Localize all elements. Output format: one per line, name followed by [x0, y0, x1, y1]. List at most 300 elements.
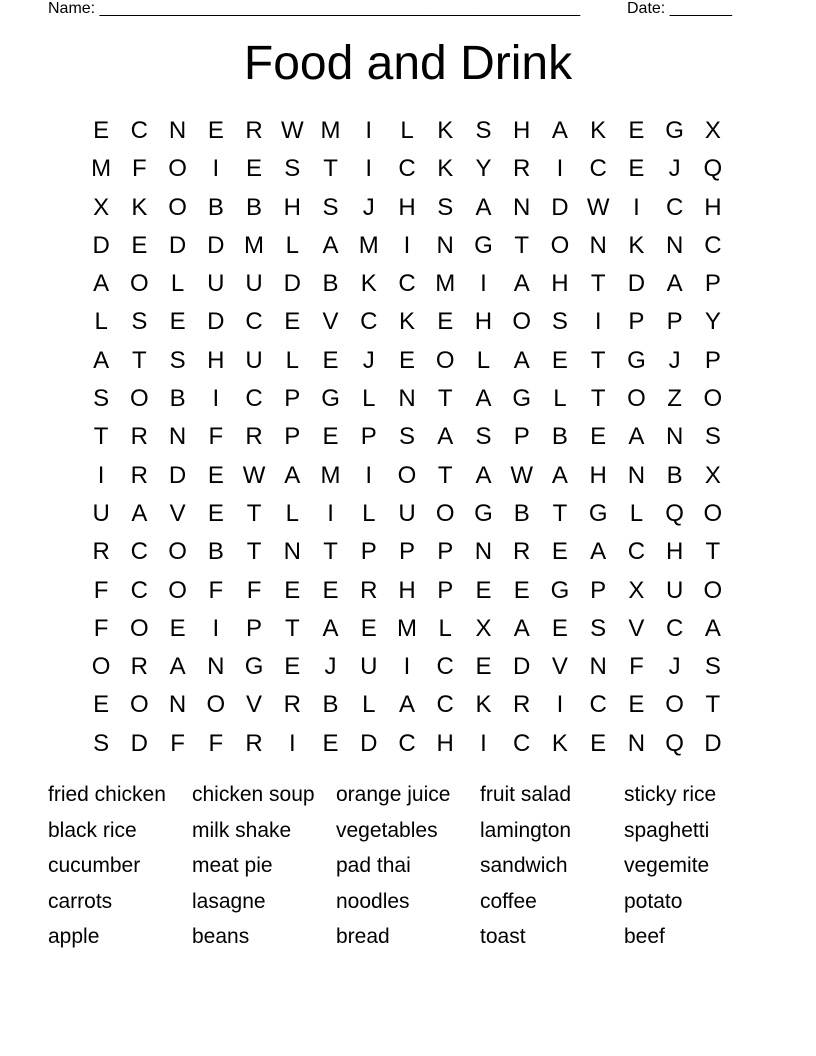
grid-letter[interactable]: I — [97, 461, 105, 489]
grid-letter[interactable]: M — [320, 461, 341, 489]
grid-letter[interactable]: L — [629, 499, 644, 527]
grid-letter[interactable]: D — [360, 729, 378, 757]
grid-letter[interactable]: E — [207, 461, 224, 489]
grid-letter[interactable]: E — [93, 117, 110, 144]
grid-letter[interactable]: I — [556, 155, 564, 183]
grid-letter[interactable]: M — [320, 117, 341, 144]
grid-letter[interactable]: C — [130, 576, 149, 604]
grid-letter[interactable]: E — [551, 614, 568, 642]
grid-letter[interactable]: R — [513, 155, 531, 183]
grid-letter[interactable]: I — [365, 117, 373, 144]
grid-row — [82, 342, 732, 380]
grid-letter[interactable]: C — [360, 308, 378, 336]
grid-letter[interactable]: T — [590, 385, 606, 413]
grid-letter[interactable]: U — [360, 653, 378, 681]
grid-letter[interactable]: D — [207, 231, 225, 259]
grid-letter[interactable]: B — [322, 270, 339, 298]
grid-letter[interactable]: N — [474, 538, 493, 566]
word-list-item: cucumber — [48, 854, 141, 877]
date-field[interactable] — [627, 0, 732, 18]
grid-letter[interactable]: H — [436, 729, 454, 757]
grid-letter[interactable]: P — [704, 270, 721, 298]
grid-letter[interactable]: K — [628, 231, 645, 259]
grid-letter[interactable]: P — [628, 308, 645, 336]
grid-letter[interactable]: T — [552, 499, 568, 527]
grid-letter[interactable]: F — [208, 423, 224, 451]
grid-letter[interactable]: P — [666, 308, 683, 336]
grid-letter[interactable]: H — [665, 538, 684, 566]
grid-letter[interactable]: S — [704, 653, 721, 681]
grid-letter[interactable]: P — [704, 346, 721, 374]
grid-letter[interactable]: K — [437, 155, 454, 183]
grid-letter[interactable]: C — [245, 385, 263, 413]
grid-letter[interactable]: O — [435, 346, 455, 374]
grid-letter[interactable]: R — [360, 576, 378, 604]
grid-letter[interactable]: O — [665, 691, 684, 719]
grid-letter[interactable]: I — [365, 461, 373, 489]
grid-letter[interactable]: L — [170, 270, 185, 298]
grid-letter[interactable]: W — [586, 193, 610, 221]
grid-letter[interactable]: E — [322, 576, 339, 604]
grid-letter[interactable]: S — [398, 423, 415, 451]
grid-letter[interactable]: E — [360, 614, 377, 642]
grid-letter[interactable]: A — [628, 423, 645, 451]
grid-letter[interactable]: A — [475, 385, 492, 413]
grid-letter[interactable]: S — [169, 346, 186, 374]
grid-letter[interactable]: W — [280, 117, 304, 144]
grid-letter[interactable]: O — [512, 308, 532, 336]
grid-letter[interactable]: G — [474, 499, 493, 527]
grid-letter[interactable]: R — [513, 538, 531, 566]
grid-letter[interactable]: C — [130, 117, 149, 144]
date-label: Date: — [627, 0, 670, 17]
grid-letter[interactable]: I — [633, 193, 640, 221]
grid-letter[interactable]: N — [436, 231, 454, 259]
grid-letter[interactable]: O — [703, 385, 723, 413]
grid-letter[interactable]: E — [551, 346, 568, 374]
grid-letter[interactable]: R — [130, 653, 149, 681]
grid-letter[interactable]: P — [437, 538, 454, 566]
grid-letter[interactable]: V — [246, 691, 263, 719]
grid-letter[interactable]: C — [245, 308, 263, 336]
grid-letter[interactable]: O — [168, 576, 187, 604]
grid-letter[interactable]: I — [556, 691, 564, 719]
grid-letter[interactable]: M — [396, 614, 417, 642]
name-field[interactable] — [48, 0, 580, 18]
grid-letter[interactable]: O — [130, 691, 149, 719]
grid-letter[interactable]: G — [512, 385, 532, 413]
grid-letter[interactable]: N — [627, 729, 646, 757]
grid-letter[interactable]: T — [323, 538, 338, 566]
grid-letter[interactable]: P — [360, 423, 377, 451]
grid-letter[interactable]: Q — [665, 729, 684, 757]
grid-letter[interactable]: A — [475, 193, 492, 221]
grid-letter[interactable]: A — [666, 270, 683, 298]
grid-letter[interactable]: T — [705, 691, 721, 719]
grid-letter[interactable]: D — [168, 231, 187, 259]
grid-letter[interactable]: U — [398, 499, 416, 527]
grid-letter[interactable]: H — [283, 193, 301, 221]
grid-letter[interactable]: N — [398, 385, 416, 413]
grid-letter[interactable]: J — [668, 346, 681, 374]
grid-letter[interactable]: C — [398, 270, 416, 298]
grid-letter[interactable]: D — [513, 653, 531, 681]
grid-letter[interactable]: F — [208, 576, 224, 604]
grid-letter[interactable]: A — [513, 614, 530, 642]
grid-letter[interactable]: A — [322, 614, 339, 642]
grid-letter[interactable]: L — [400, 117, 414, 144]
grid-letter[interactable]: L — [438, 614, 452, 642]
grid-letter[interactable]: O — [168, 193, 187, 221]
grid-letter[interactable]: D — [130, 729, 149, 757]
grid-letter[interactable]: E — [284, 308, 301, 336]
grid-letter[interactable]: H — [474, 308, 493, 336]
grid-letter[interactable]: H — [398, 576, 416, 604]
grid-letter[interactable]: Z — [667, 385, 682, 413]
grid-letter[interactable]: G — [321, 385, 340, 413]
grid-letter[interactable]: C — [513, 729, 531, 757]
grid-letter[interactable]: U — [92, 499, 110, 527]
grid-letter[interactable]: Q — [665, 499, 684, 527]
grid-letter[interactable]: E — [398, 346, 415, 374]
grid-letter[interactable]: Q — [703, 155, 723, 183]
grid-letter[interactable]: V — [322, 308, 339, 336]
grid-letter[interactable]: O — [435, 499, 455, 527]
grid-letter[interactable]: U — [245, 270, 263, 298]
grid-letter[interactable]: T — [590, 346, 606, 374]
grid-letter[interactable]: K — [590, 117, 607, 144]
grid-letter[interactable]: A — [398, 691, 415, 719]
grid-letter[interactable]: S — [131, 308, 148, 336]
grid-letter[interactable]: N — [589, 653, 607, 681]
grid-letter[interactable]: T — [437, 385, 453, 413]
grid-letter[interactable]: A — [322, 231, 339, 259]
grid-letter[interactable]: P — [284, 385, 301, 413]
grid-letter[interactable]: A — [704, 614, 721, 642]
grid-letter[interactable]: R — [92, 538, 110, 566]
grid-letter[interactable]: J — [668, 653, 681, 681]
grid-letter[interactable]: W — [242, 461, 266, 489]
grid-letter[interactable]: E — [628, 117, 645, 144]
grid-letter[interactable]: P — [590, 576, 607, 604]
grid-letter[interactable]: G — [588, 499, 608, 527]
grid-letter[interactable]: S — [475, 117, 492, 144]
grid-letter[interactable]: E — [207, 499, 224, 527]
grid-letter[interactable]: O — [550, 231, 570, 259]
grid-letter[interactable]: U — [245, 346, 263, 374]
grid-letter[interactable]: X — [704, 117, 721, 144]
grid-letter[interactable]: T — [437, 461, 453, 489]
grid-letter[interactable]: S — [590, 614, 607, 642]
grid-letter[interactable]: N — [665, 423, 684, 451]
grid-letter[interactable]: P — [398, 538, 415, 566]
grid-letter[interactable]: R — [130, 423, 149, 451]
grid-letter[interactable]: A — [513, 346, 530, 374]
grid-letter[interactable]: H — [704, 193, 722, 221]
grid-letter[interactable]: C — [398, 729, 416, 757]
grid-letter[interactable]: F — [629, 653, 644, 681]
grid-letter[interactable]: K — [475, 691, 492, 719]
grid-letter[interactable]: I — [403, 231, 411, 259]
grid-letter[interactable]: A — [93, 346, 110, 374]
grid-letter[interactable]: F — [93, 614, 109, 642]
grid-letter[interactable]: N — [168, 117, 187, 144]
grid-letter[interactable]: I — [365, 155, 373, 183]
grid-letter[interactable]: R — [283, 691, 301, 719]
grid-letter[interactable]: N — [168, 691, 187, 719]
grid-letter[interactable]: K — [131, 193, 148, 221]
grid-letter[interactable]: Y — [475, 155, 492, 183]
grid-letter[interactable]: M — [435, 270, 456, 298]
grid-letter[interactable]: F — [246, 576, 262, 604]
grid-letter[interactable]: R — [245, 423, 263, 451]
grid-letter[interactable]: N — [283, 538, 301, 566]
grid-letter[interactable]: W — [510, 461, 534, 489]
grid-letter[interactable]: A — [513, 270, 530, 298]
grid-letter[interactable]: F — [170, 729, 185, 757]
grid-letter[interactable]: E — [284, 653, 301, 681]
grid-letter[interactable]: O — [91, 653, 111, 681]
grid-letter[interactable]: E — [207, 117, 224, 144]
grid-row — [82, 610, 732, 648]
grid-letter[interactable]: E — [475, 576, 492, 604]
grid-letter[interactable]: E — [437, 308, 454, 336]
grid-letter[interactable]: M — [358, 231, 379, 259]
grid-letter[interactable]: D — [551, 193, 569, 221]
grid-letter[interactable]: N — [168, 423, 187, 451]
grid-letter[interactable]: E — [551, 538, 568, 566]
grid-letter[interactable]: B — [207, 193, 224, 221]
grid-letter[interactable]: T — [323, 155, 338, 183]
grid-letter[interactable]: C — [665, 193, 684, 221]
grid-letter[interactable]: A — [590, 538, 607, 566]
grid-letter[interactable]: A — [551, 117, 568, 144]
grid-letter[interactable]: G — [474, 231, 493, 259]
grid-letter[interactable]: T — [590, 270, 606, 298]
grid-letter[interactable]: E — [169, 614, 186, 642]
grid-letter[interactable]: E — [590, 729, 607, 757]
grid-letter[interactable]: A — [131, 499, 148, 527]
grid-letter[interactable]: A — [551, 461, 568, 489]
grid-letter[interactable]: A — [93, 270, 110, 298]
grid-letter[interactable]: E — [628, 155, 645, 183]
grid-letter[interactable]: H — [207, 346, 225, 374]
grid-letter[interactable]: C — [589, 691, 607, 719]
grid-letter[interactable]: T — [284, 614, 300, 642]
grid-letter[interactable]: E — [322, 729, 339, 757]
grid-letter[interactable]: N — [589, 231, 607, 259]
grid-letter[interactable]: F — [132, 155, 147, 183]
grid-letter[interactable]: O — [397, 461, 417, 489]
grid-letter[interactable]: I — [594, 308, 602, 336]
grid-letter[interactable]: A — [284, 461, 301, 489]
grid-letter[interactable]: O — [168, 538, 187, 566]
grid-letter[interactable]: E — [284, 576, 301, 604]
grid-letter[interactable]: C — [627, 538, 646, 566]
grid-letter[interactable]: O — [130, 614, 149, 642]
grid-letter[interactable]: T — [93, 423, 109, 451]
grid-letter[interactable]: V — [628, 614, 645, 642]
grid-letter[interactable]: O — [703, 576, 723, 604]
grid-letter[interactable]: F — [208, 729, 224, 757]
grid-letter[interactable]: X — [475, 614, 492, 642]
grid-letter[interactable]: P — [246, 614, 263, 642]
grid-letter[interactable]: K — [437, 117, 454, 144]
grid-letter[interactable]: D — [92, 231, 110, 259]
grid-letter[interactable]: E — [322, 423, 339, 451]
grid-letter[interactable]: H — [398, 193, 416, 221]
grid-letter[interactable]: A — [169, 653, 186, 681]
grid-letter[interactable]: S — [437, 193, 454, 221]
grid-letter[interactable]: I — [212, 385, 220, 413]
grid-letter[interactable]: L — [362, 499, 376, 527]
grid-letter[interactable]: R — [245, 729, 263, 757]
grid-letter[interactable]: S — [93, 385, 110, 413]
grid-letter[interactable]: T — [132, 346, 147, 374]
grid-letter[interactable]: D — [704, 729, 722, 757]
grid-letter[interactable]: O — [168, 155, 187, 183]
grid-letter[interactable]: H — [551, 270, 569, 298]
grid-letter[interactable]: S — [704, 423, 721, 451]
grid-letter[interactable]: L — [285, 499, 299, 527]
grid-letter[interactable]: U — [665, 576, 684, 604]
grid-letter[interactable]: M — [91, 155, 112, 183]
grid-letter[interactable]: G — [627, 346, 646, 374]
grid-letter[interactable]: C — [665, 614, 684, 642]
grid-letter[interactable]: I — [480, 729, 487, 757]
grid-letter[interactable]: B — [246, 193, 263, 221]
grid-letter[interactable]: T — [246, 499, 262, 527]
grid-letter[interactable]: X — [704, 461, 721, 489]
grid-letter[interactable]: K — [398, 308, 415, 336]
grid-letter[interactable]: N — [665, 231, 684, 259]
grid-letter[interactable]: U — [207, 270, 225, 298]
grid-letter[interactable]: V — [169, 499, 186, 527]
grid-letter[interactable]: E — [628, 691, 645, 719]
grid-letter[interactable]: D — [207, 308, 225, 336]
grid-letter[interactable]: L — [362, 691, 376, 719]
grid-letter[interactable]: G — [665, 117, 684, 144]
grid-letter[interactable]: G — [550, 576, 570, 604]
grid-letter[interactable]: B — [322, 691, 339, 719]
grid-letter[interactable]: I — [403, 653, 411, 681]
grid-letter[interactable]: K — [360, 270, 377, 298]
grid-letter[interactable]: S — [551, 308, 568, 336]
grid-letter[interactable]: P — [360, 538, 377, 566]
grid-letter[interactable]: S — [322, 193, 339, 221]
grid-letter[interactable]: C — [436, 653, 454, 681]
grid-letter[interactable]: E — [590, 423, 607, 451]
grid-letter[interactable]: M — [244, 231, 265, 259]
grid-letter[interactable]: R — [130, 461, 149, 489]
grid-letter[interactable]: Y — [704, 308, 721, 336]
grid-letter[interactable]: E — [513, 576, 530, 604]
grid-letter[interactable]: D — [283, 270, 301, 298]
date-blank-line[interactable]: _______ — [669, 0, 732, 17]
grid-letter[interactable]: E — [246, 155, 263, 183]
grid-letter[interactable]: C — [589, 155, 607, 183]
word-list-item: lasagne — [192, 889, 266, 913]
grid-letter[interactable]: S — [475, 423, 492, 451]
grid-letter[interactable]: H — [513, 117, 531, 144]
grid-letter[interactable]: T — [514, 231, 530, 259]
grid-letter[interactable]: E — [93, 691, 110, 719]
grid-letter[interactable]: B — [666, 461, 683, 489]
grid-letter[interactable]: C — [704, 231, 722, 259]
grid-letter[interactable]: O — [627, 385, 646, 413]
name-blank-line[interactable]: ______________________________________________________ — [99, 0, 581, 17]
grid-letter[interactable]: J — [362, 346, 375, 374]
grid-letter[interactable]: L — [553, 385, 567, 413]
grid-letter[interactable]: G — [244, 653, 264, 681]
grid-letter[interactable]: P — [437, 576, 454, 604]
grid-letter[interactable]: I — [288, 729, 296, 757]
grid-letter[interactable]: I — [212, 614, 220, 642]
grid-letter[interactable]: B — [513, 499, 530, 527]
grid-letter[interactable]: L — [362, 385, 376, 413]
grid-letter[interactable]: K — [551, 729, 568, 757]
grid-letter[interactable]: S — [284, 155, 301, 183]
grid-letter[interactable]: E — [169, 308, 186, 336]
grid-letter[interactable]: X — [628, 576, 645, 604]
grid-letter[interactable]: I — [480, 270, 487, 298]
grid-letter[interactable]: I — [212, 155, 220, 183]
grid-letter[interactable]: D — [168, 461, 187, 489]
grid-letter[interactable]: S — [93, 729, 110, 757]
grid-letter[interactable]: D — [627, 270, 646, 298]
grid-letter[interactable]: O — [206, 691, 226, 719]
grid-letter[interactable]: J — [324, 653, 337, 681]
grid-letter[interactable]: P — [513, 423, 530, 451]
grid-letter[interactable]: R — [245, 117, 263, 144]
grid-letter[interactable]: R — [513, 691, 531, 719]
word-list-item: black rice — [48, 818, 137, 842]
grid-letter[interactable]: C — [436, 691, 454, 719]
grid-letter[interactable]: P — [284, 423, 301, 451]
grid-letter[interactable]: L — [94, 308, 108, 336]
grid-letter[interactable]: T — [246, 538, 262, 566]
grid-letter[interactable]: A — [475, 461, 492, 489]
grid-letter[interactable]: L — [285, 346, 299, 374]
grid-letter[interactable]: L — [285, 231, 299, 259]
grid-letter[interactable]: B — [169, 385, 186, 413]
grid-letter[interactable]: N — [207, 653, 225, 681]
grid-letter[interactable]: N — [513, 193, 531, 221]
grid-letter[interactable]: C — [130, 538, 149, 566]
grid-letter[interactable]: O — [703, 499, 723, 527]
grid-letter[interactable]: H — [589, 461, 607, 489]
grid-letter[interactable]: X — [93, 193, 110, 221]
grid-letter[interactable]: J — [668, 155, 681, 183]
grid-letter[interactable]: B — [207, 538, 224, 566]
grid-letter[interactable]: T — [705, 538, 721, 566]
grid-letter[interactable]: L — [476, 346, 491, 374]
grid-letter[interactable]: C — [398, 155, 416, 183]
grid-letter[interactable]: N — [627, 461, 646, 489]
grid-letter[interactable]: J — [362, 193, 375, 221]
grid-row — [82, 648, 732, 686]
grid-letter[interactable]: V — [551, 653, 568, 681]
grid-letter[interactable]: E — [131, 231, 148, 259]
grid-letter[interactable]: O — [130, 385, 149, 413]
grid-letter[interactable]: F — [93, 576, 109, 604]
grid-letter[interactable]: A — [437, 423, 454, 451]
grid-letter[interactable]: B — [551, 423, 568, 451]
grid-letter[interactable]: O — [130, 270, 149, 298]
grid-letter[interactable]: E — [475, 653, 492, 681]
grid-letter[interactable]: E — [322, 346, 339, 374]
grid-letter[interactable]: I — [327, 499, 334, 527]
